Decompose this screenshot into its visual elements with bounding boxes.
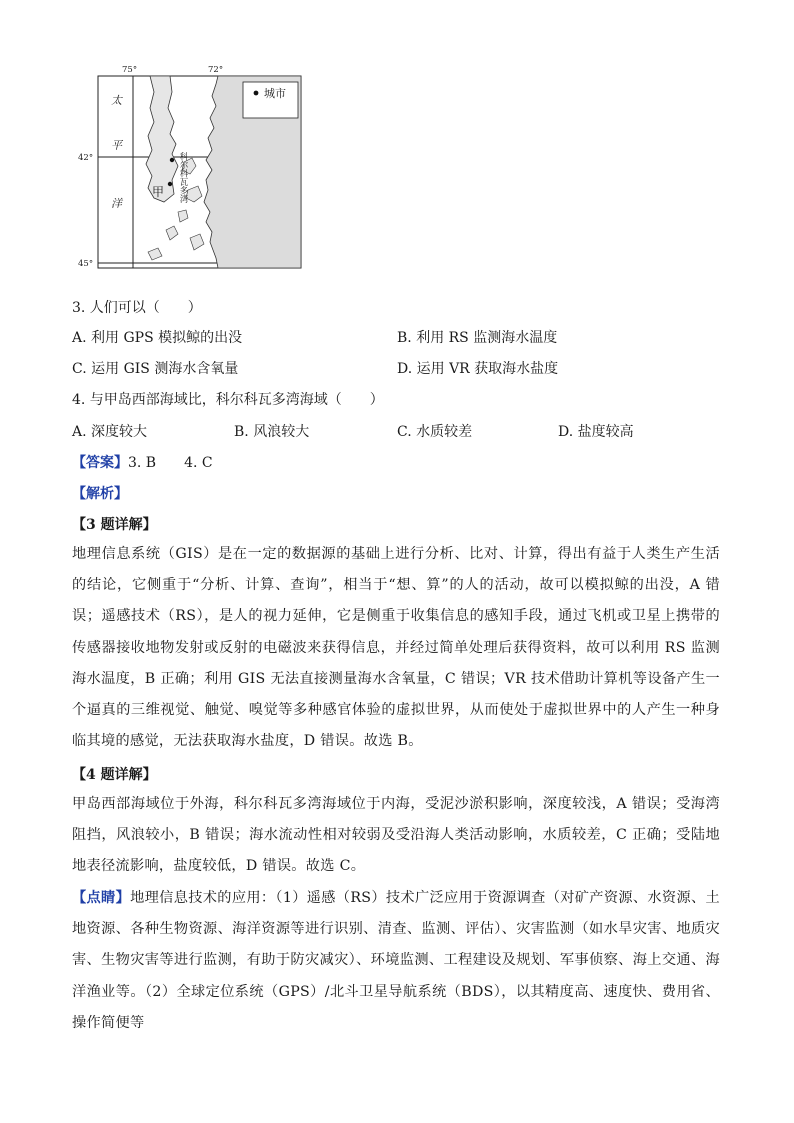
- lat-bottom-label: 45°: [78, 259, 94, 269]
- ocean-label-2: 平: [111, 139, 122, 152]
- q4-detail-text: 甲岛西部海域位于外海，科尔科瓦多湾海域位于内海，受泥沙淤积影响，深度较浅，A 错误；受海湾阻挡，风浪较小，B 错误；海水流动性相对较弱及受沿海人类活动影响，水质较差，C 正确；受陆地地表径流影响，盐度较低，D 错误。故选 C。: [72, 796, 720, 875]
- gulf-label: 科尔科瓦多湾: [178, 152, 188, 203]
- q3-option-a: A. 利用 GPS 模拟鲸的出没: [72, 330, 243, 346]
- q3-detail-label: 【3 题详解】: [72, 517, 157, 533]
- analysis-label: 【解析】: [72, 486, 128, 502]
- answer-label: 【答案】: [72, 455, 128, 471]
- q3-option-d: D. 运用 VR 获取海水盐度: [397, 361, 559, 377]
- answer-line: [72, 453, 213, 473]
- ocean-label-3: 洋: [111, 197, 122, 210]
- coast-map: [78, 62, 308, 282]
- q4-option-d: D. 盐度较高: [558, 424, 634, 440]
- ocean-label-1: 太: [111, 94, 122, 107]
- lon-right-label: 72°: [208, 65, 224, 75]
- q4-detail-label: 【4 题详解】: [72, 767, 157, 783]
- island-label: 甲: [152, 185, 165, 199]
- q4-stem: 4. 与甲岛西部海域比，科尔科瓦多湾海域（ ）: [72, 392, 384, 408]
- q3-stem: 3. 人们可以（ ）: [72, 300, 202, 316]
- q4-option-c: C. 水质较差: [397, 424, 473, 440]
- tip-paragraph: [72, 883, 720, 1039]
- answer-text: 3. B 4. C: [128, 455, 213, 471]
- q4-option-a: A. 深度较大: [72, 424, 148, 440]
- lat-top-label: 42°: [78, 153, 94, 163]
- city-dot: [168, 182, 172, 186]
- legend-city-dot: [254, 91, 259, 96]
- q3-detail-text: 地理信息系统（GIS）是在一定的数据源的基础上进行分析、比对、计算，得出有益于人类生产生活的结论，它侧重于“分析、计算、查询”，相当于“想、算”的人的活动，故可以模拟鲸的出没，A 错误；遥感技术（RS），是人的视力延伸，它是侧重于收集信息的感知手段，通过飞机或卫星上携带的传感器接收地物发射或反射的电磁波来获得信息，并经过简单处理后获得资料，故可以利用 RS 监测海水温度，B 正确；利用 GIS 无法直接测量海水含氧量，C 错误；VR 技术借助计算机等设备产生一个逼真的三维视觉、触觉、嗅觉等多种感官体验的虚拟世界，从而使处于虚拟世界中的人产生一种身临其境的感觉，无法获取海水盐度，D 错误。故选 B。: [72, 546, 720, 750]
- lon-left-label: 75°: [122, 65, 138, 75]
- legend-label: 城市: [264, 87, 286, 100]
- q4-option-b: B. 风浪较大: [234, 424, 310, 440]
- map-figure: [78, 62, 308, 282]
- tip-text: 地理信息技术的应用：（1）遥感（RS）技术广泛应用于资源调查（对矿产资源、水资源、土地资源、各种生物资源、海洋资源等进行识别、清查、监测、评估）、灾害监测（如水旱灾害、地质灾害、生物灾害等进行监测，有助于防灾减灾）、环境监测、工程建设及规划、军事侦察、海上交通、海洋渔业等。（2）全球定位系统（GPS）/北斗卫星导航系统（BDS），以其精度高、速度快、费用省、操作简便等: [72, 890, 721, 1031]
- q3-option-c: C. 运用 GIS 测海水含氧量: [72, 361, 239, 377]
- tip-label: 【点睛】: [72, 890, 131, 906]
- city-dot: [170, 158, 174, 162]
- q3-option-b: B. 利用 RS 监测海水温度: [397, 330, 558, 346]
